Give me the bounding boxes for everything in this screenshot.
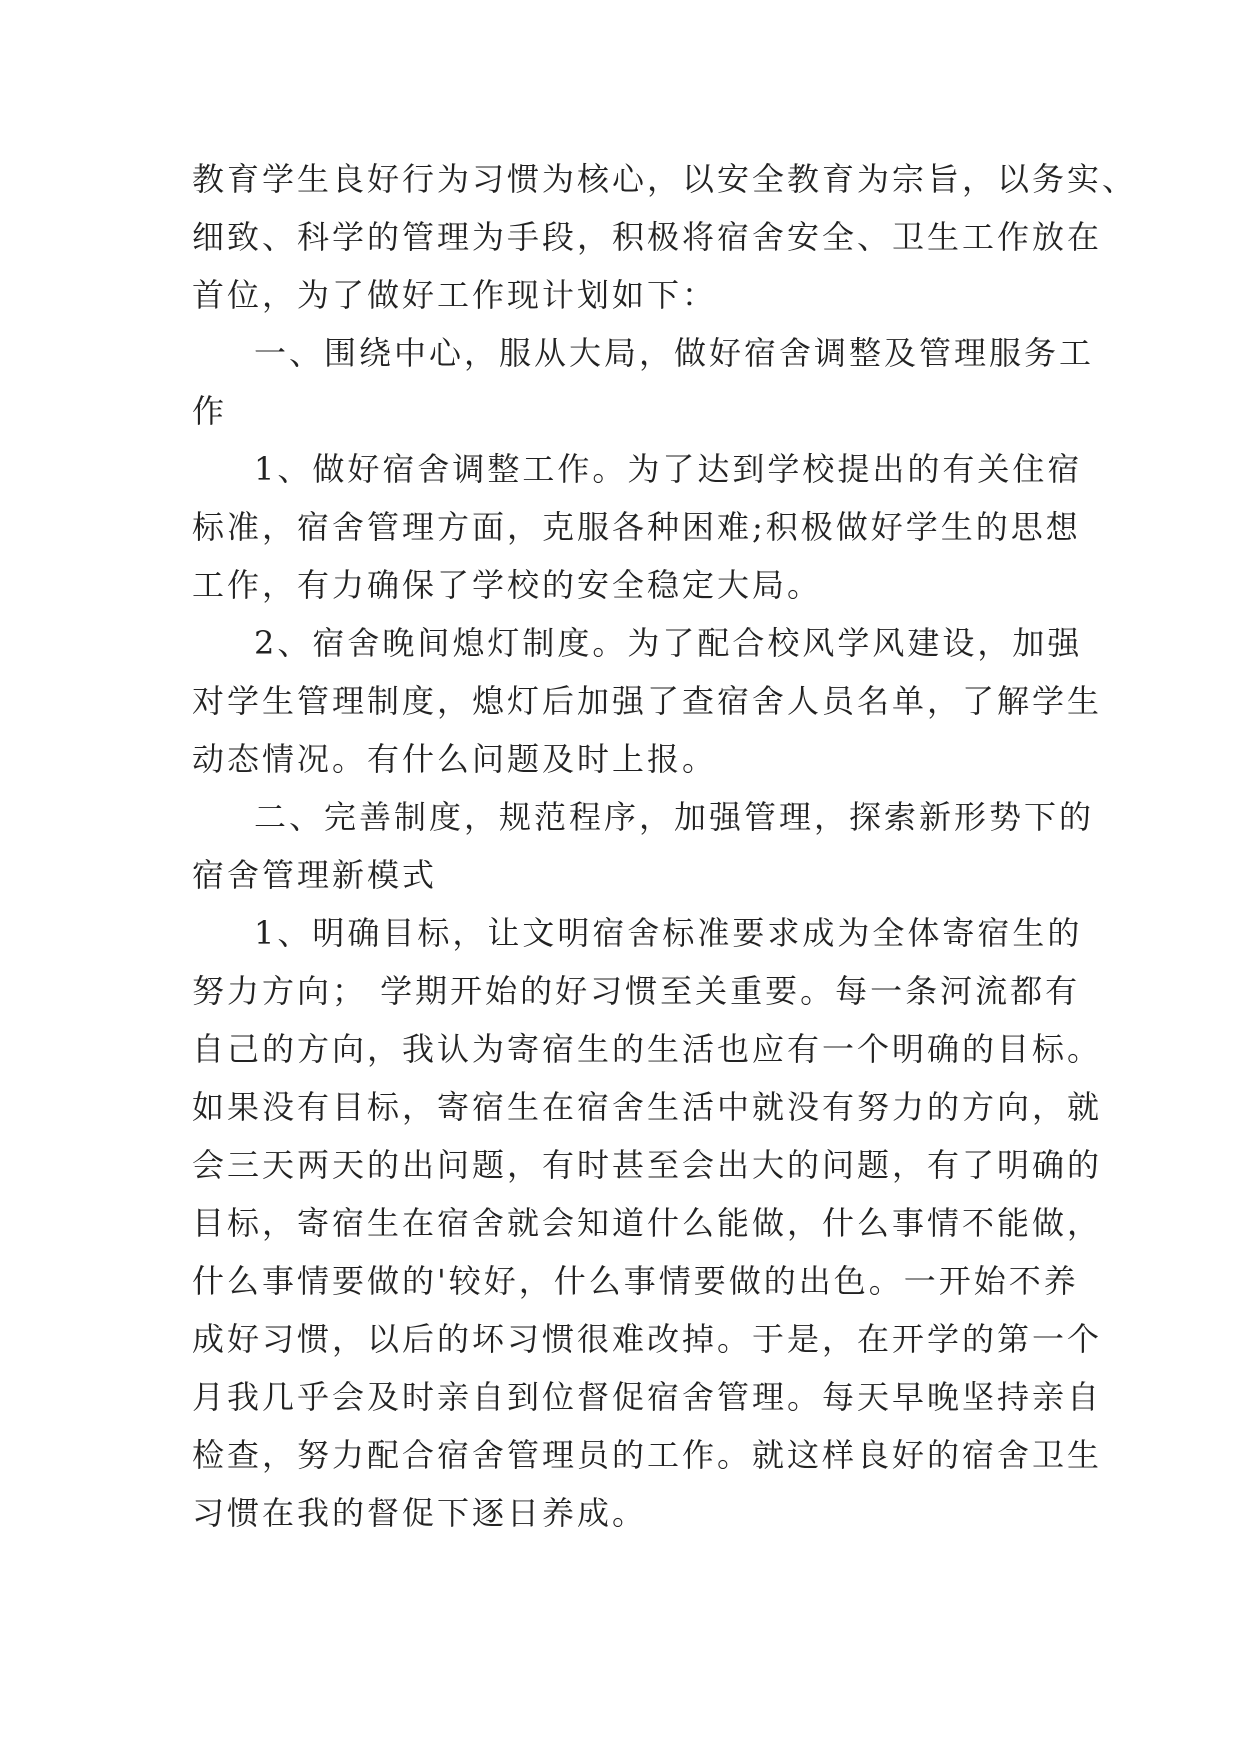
text-line: 什么事情要做的'较好，什么事情要做的出色。一开始不养	[192, 1262, 1079, 1300]
text-line: 动态情况。有什么问题及时上报。	[192, 740, 718, 778]
paragraph-item-2-1: 1、明确目标，让文明宿舍标准要求成为全体寄宿生的	[254, 914, 1083, 952]
text-line: 标准，宿舍管理方面，克服各种困难;积极做好学生的思想	[192, 508, 1081, 546]
paragraph-item-1-1: 1、做好宿舍调整工作。为了达到学校提出的有关住宿	[254, 450, 1083, 488]
text-line: 会三天两天的出问题，有时甚至会出大的问题，有了明确的	[192, 1146, 1103, 1184]
section-heading-1-cont: 作	[192, 392, 228, 430]
text-line: 习惯在我的督促下逐日养成。	[192, 1494, 648, 1532]
document-body	[192, 150, 1138, 1542]
text-line: 细致、科学的管理为手段，积极将宿舍安全、卫生工作放在	[192, 218, 1103, 256]
text-line: 对学生管理制度，熄灯后加强了查宿舍人员名单，了解学生	[192, 682, 1103, 720]
section-heading-2: 二、完善制度，规范程序，加强管理，探索新形势下的	[254, 798, 1095, 836]
text-line: 如果没有目标，寄宿生在宿舍生活中就没有努力的方向，就	[192, 1088, 1103, 1126]
text-line: 工作，有力确保了学校的安全稳定大局。	[192, 566, 823, 604]
text-line: 教育学生良好行为习惯为核心，以安全教育为宗旨，以务实、	[192, 160, 1138, 198]
paragraph-item-1-2: 2、宿舍晚间熄灯制度。为了配合校风学风建设，加强	[254, 624, 1083, 662]
text-line: 检查，努力配合宿舍管理员的工作。就这样良好的宿舍卫生	[192, 1436, 1103, 1474]
text-line: 成好习惯，以后的坏习惯很难改掉。于是，在开学的第一个	[192, 1320, 1103, 1358]
text-line: 首位，为了做好工作现计划如下：	[192, 276, 718, 314]
text-line: 目标，寄宿生在宿舍就会知道什么能做，什么事情不能做，	[192, 1204, 1103, 1242]
section-heading-2-cont: 宿舍管理新模式	[192, 856, 438, 894]
text-line: 月我几乎会及时亲自到位督促宿舍管理。每天早晚坚持亲自	[192, 1378, 1103, 1416]
section-heading-1: 一、围绕中心，服从大局，做好宿舍调整及管理服务工	[254, 334, 1095, 372]
text-line: 努力方向； 学期开始的好习惯至关重要。每一条河流都有	[192, 972, 1081, 1010]
text-line: 自己的方向，我认为寄宿生的生活也应有一个明确的目标。	[192, 1030, 1103, 1068]
